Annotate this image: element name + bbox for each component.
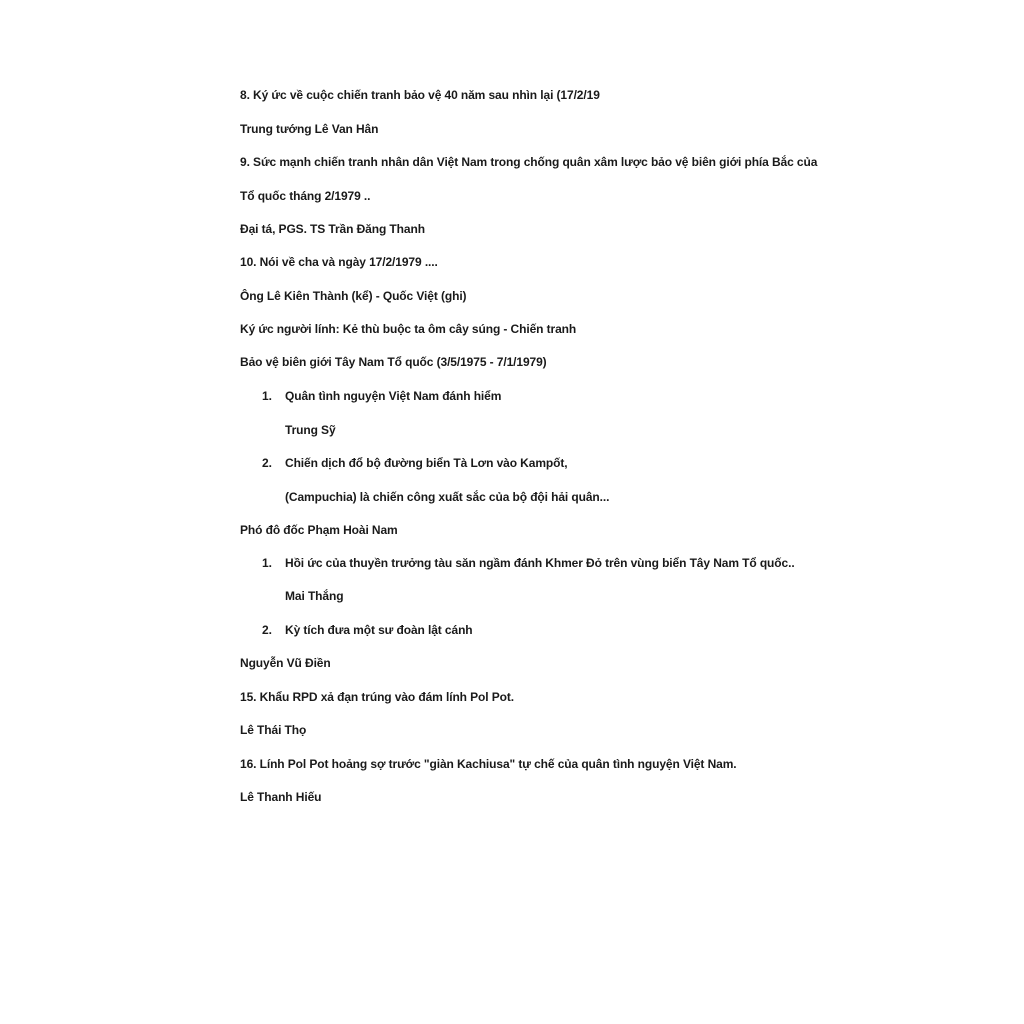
text-line: Lê Thái Thọ bbox=[240, 723, 307, 737]
text-line: 16. Lính Pol Pot hoảng sợ trước "giàn Kachiusa" tự chế của quân tình nguyện Việt Nam. bbox=[240, 757, 737, 771]
text-line: Đại tá, PGS. TS Trần Đăng Thanh bbox=[240, 222, 425, 236]
text-line: Bảo vệ biên giới Tây Nam Tổ quốc (3/5/1975 - 7/1/1979) bbox=[240, 355, 547, 369]
list-item: Quân tình nguyện Việt Nam đánh hiểm bbox=[285, 389, 502, 403]
text-line: Lê Thanh Hiếu bbox=[240, 790, 322, 804]
text-line: 15. Khẩu RPD xả đạn trúng vào đám lính Pol Pot. bbox=[240, 690, 515, 704]
list-number: 2. bbox=[262, 456, 273, 470]
list-number: 1. bbox=[262, 389, 273, 403]
text-line: Phó đô đốc Phạm Hoài Nam bbox=[240, 523, 398, 537]
list-item-subline: (Campuchia) là chiến công xuất sắc của bộ đội hải quân... bbox=[285, 490, 610, 504]
text-line: Nguyễn Vũ Điền bbox=[240, 656, 331, 670]
list-item-subline: Mai Thắng bbox=[285, 589, 344, 603]
text-line: 8. Ký ức về cuộc chiến tranh bảo vệ 40 năm sau nhìn lại (17/2/19 bbox=[240, 88, 600, 102]
list-item: Hồi ức của thuyền trưởng tàu săn ngầm đánh Khmer Đỏ trên vùng biển Tây Nam Tổ quốc.. bbox=[285, 556, 795, 570]
text-line: 9. Sức mạnh chiến tranh nhân dân Việt Nam trong chống quân xâm lược bảo vệ biên giới phía Bắc của bbox=[240, 155, 818, 169]
text-line: Ông Lê Kiên Thành (kể) - Quốc Việt (ghi) bbox=[240, 289, 467, 303]
list-item: Kỳ tích đưa một sư đoàn lật cánh bbox=[285, 623, 473, 637]
text-line: Ký ức người lính: Kẻ thù buộc ta ôm cây súng - Chiến tranh bbox=[240, 322, 577, 336]
text-line: 10. Nói về cha và ngày 17/2/1979 .... bbox=[240, 255, 438, 269]
list-number: 2. bbox=[262, 623, 273, 637]
list-item-subline: Trung Sỹ bbox=[285, 423, 336, 437]
list-number: 1. bbox=[262, 556, 273, 570]
text-line: Trung tướng Lê Van Hân bbox=[240, 122, 379, 136]
list-item: Chiến dịch đổ bộ đường biển Tà Lơn vào Kampốt, bbox=[285, 456, 568, 470]
text-line: Tổ quốc tháng 2/1979 .. bbox=[240, 189, 371, 203]
